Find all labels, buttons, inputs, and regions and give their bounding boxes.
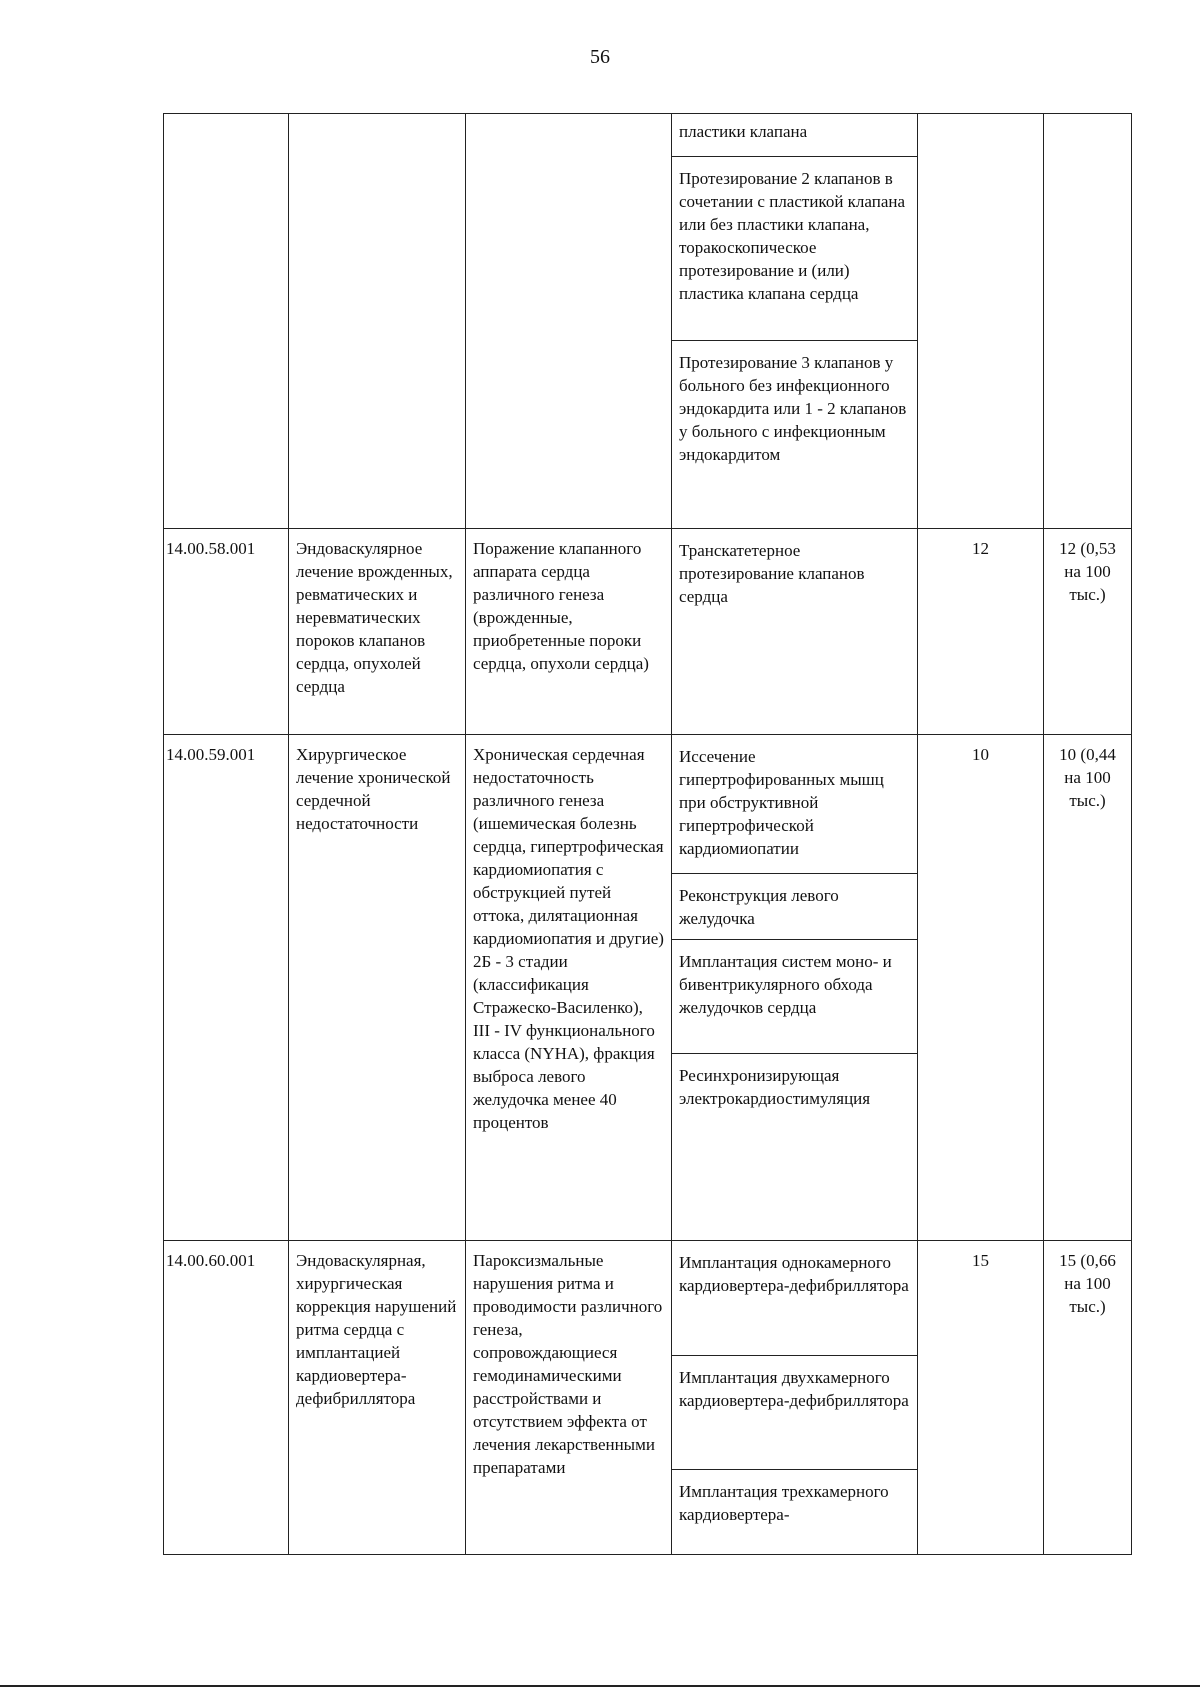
method-item: Имплантация однокамерного кардиовертера-дефибриллятора: [679, 1253, 909, 1295]
cell-qty: 12: [918, 529, 1044, 735]
cell-norm: 12 (0,53 на 100 тыс.): [1044, 529, 1132, 735]
cell-methods: [672, 735, 918, 1241]
cell-name: [289, 114, 466, 529]
cell-diagnosis: Хроническая сердечная недостаточность различного генеза (ишемическая болезнь сердца, гипертрофическая кардиомиопатия с обструкцией путей оттока, дилятационная кардиомиопатия и другие) 2Б - 3 стадии (классификация Стражеско-Василенко), III - IV функционального класса (NYHA), фракция выброса левого желудочка менее 40 процентов: [466, 735, 672, 1241]
cell-code: [164, 114, 289, 529]
cell-norm: [1044, 114, 1132, 529]
method-item: Протезирование 3 клапанов у больного без инфекционного эндокардита или 1 - 2 клапанов у больного с инфекционным эндокардитом: [672, 340, 917, 528]
table-row-continuation: [164, 114, 1132, 529]
cell-diagnosis: Поражение клапанного аппарата сердца различного генеза (врожденные, приобретенные пороки сердца, опухоли сердца): [466, 529, 672, 735]
method-item: Иссечение гипертрофированных мышц при обструктивной гипертрофической кардиомиопатии: [679, 747, 884, 858]
method-item: Ресинхронизирующая электрокардиостимуляция: [672, 1053, 917, 1239]
page-number: 56: [590, 46, 610, 68]
cell-diagnosis: [466, 114, 672, 529]
page-bottom-rule: [0, 1685, 1200, 1687]
method-item: Протезирование 2 клапанов в сочетании с пластикой клапана или без пластики клапана, торакоскопическое протезирование и (или) пластика клапана сердца: [672, 156, 917, 340]
cell-name: Эндоваскулярное лечение врожденных, ревматических и неревматических пороков клапанов сердца, опухолей сердца: [289, 529, 466, 735]
cell-code: 14.00.58.001: [164, 529, 289, 735]
cell-norm: 15 (0,66 на 100 тыс.): [1044, 1241, 1132, 1555]
table-row: [164, 1241, 1132, 1555]
method-item: пластики клапана: [679, 122, 808, 141]
method-item: Реконструкция левого желудочка: [672, 873, 917, 939]
cell-qty: [918, 114, 1044, 529]
cell-qty: 15: [918, 1241, 1044, 1555]
method-item: Транскатетерное протезирование клапанов сердца: [679, 541, 865, 606]
cell-methods: [672, 114, 918, 529]
cell-name: Хирургическое лечение хронической сердечной недостаточности: [289, 735, 466, 1241]
cell-methods: [672, 529, 918, 735]
table-row: [164, 529, 1132, 735]
cell-qty: 10: [918, 735, 1044, 1241]
cell-code: 14.00.60.001: [164, 1241, 289, 1555]
method-item: Имплантация двухкамерного кардиовертера-дефибриллятора: [672, 1355, 917, 1469]
method-item: Имплантация систем моно- и бивентрикулярного обхода желудочков сердца: [672, 939, 917, 1053]
cell-diagnosis: Пароксизмальные нарушения ритма и проводимости различного генеза, сопровождающиеся гемодинамическими расстройствами и отсутствием эффекта от лечения лекарственными препаратами: [466, 1241, 672, 1555]
cell-methods: [672, 1241, 918, 1555]
cell-code: 14.00.59.001: [164, 735, 289, 1241]
cell-name: Эндоваскулярная, хирургическая коррекция нарушений ритма сердца с имплантацией кардиовертера-дефибриллятора: [289, 1241, 466, 1555]
cell-norm: 10 (0,44 на 100 тыс.): [1044, 735, 1132, 1241]
medical-care-table: [163, 113, 1132, 1555]
method-item: Имплантация трехкамерного кардиовертера-: [672, 1469, 917, 1553]
table-row: [164, 735, 1132, 1241]
